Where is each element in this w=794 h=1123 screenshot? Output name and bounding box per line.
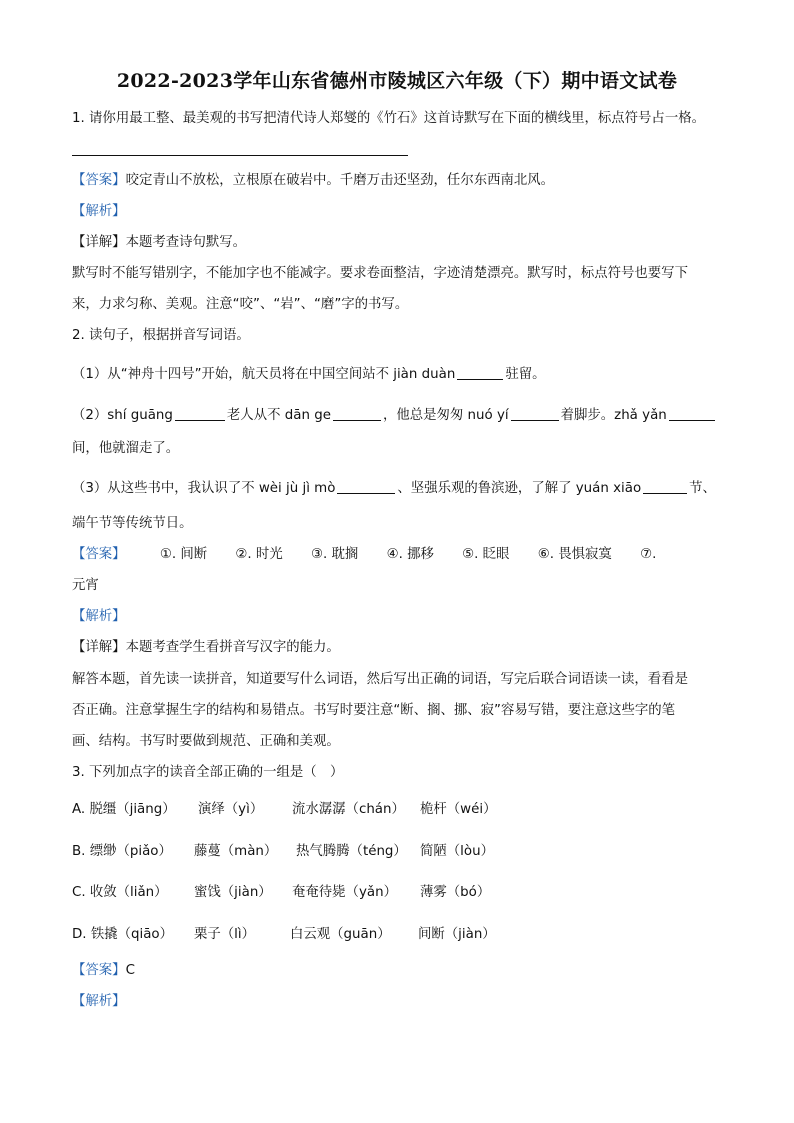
q2-explain-1: 解答本题，首先读一读拼音，知道要写什么词语，然后写出正确的词语，写完后联合词语读一读，看看是 — [72, 672, 688, 687]
option-a-word-3: 流水潺潺（chán） — [292, 802, 405, 817]
option-c-word-4: 薄雾（bó） — [420, 885, 491, 900]
q2-s1-tail: 驻留。 — [505, 367, 546, 382]
option-d-word-1: D. 铁撬（qiāo） — [72, 927, 174, 942]
q3-analysis-row — [72, 993, 126, 1011]
q2-question: 2. 读句子，根据拼音写词语。 — [72, 328, 250, 343]
fill-blank[interactable] — [333, 406, 381, 421]
detail-tag: 【详解】 — [72, 640, 126, 655]
detail-tag: 【详解】 — [72, 235, 126, 250]
option-a-word-2: 演绎（yì） — [198, 802, 264, 817]
answer-tag: 【答案】 — [72, 963, 126, 978]
q2-s2-continued: 间，他就溜走了。 — [72, 441, 180, 456]
fill-blank[interactable] — [643, 479, 687, 494]
q1-detail: 本题考查诗句默写。 — [125, 235, 247, 250]
fill-blank[interactable] — [669, 406, 715, 421]
q2-detail-row — [72, 639, 340, 657]
fill-blank[interactable] — [337, 479, 395, 494]
q1-explain-2: 来，力求匀称、美观。注意“咬”、“岩”、“磨”字的书写。 — [72, 297, 409, 312]
analysis-tag: 【解析】 — [72, 994, 126, 1009]
option-d-word-2: 栗子（lì） — [194, 927, 256, 942]
fill-blank[interactable] — [511, 406, 559, 421]
q3-question: 3. 下列加点字的读音全部正确的一组是（ ） — [72, 765, 344, 780]
answer-writing-line — [72, 155, 408, 156]
q2-answer-1: ①. 间断 — [159, 547, 208, 562]
option-b-word-2: 藤蔓（màn） — [194, 844, 278, 859]
q2-sentence-1 — [72, 365, 545, 384]
option-a-word-1: A. 脱缰（jiāng） — [72, 802, 176, 817]
q2-sentence-3 — [72, 479, 716, 498]
q2-answer-tail: 元宵 — [72, 578, 99, 593]
q3-answer-row — [72, 962, 135, 980]
q2-s3-tail: 节、 — [689, 481, 716, 496]
q2-s2-text-c: ，他总是匆匆 nuó yí — [382, 408, 509, 423]
q1-analysis-row — [72, 203, 126, 221]
q3-option-a[interactable] — [72, 801, 496, 819]
q2-explain-2: 否正确。注意掌握生字的结构和易错点。书写时要注意“断、搁、挪、寂”容易写错，要注意这些字的笔 — [72, 703, 676, 718]
q2-answer-4: ④. 挪移 — [386, 547, 434, 562]
q2-s2-text-b: 老人从不 dān ge — [226, 408, 331, 423]
answer-tag: 【答案】 — [72, 547, 126, 562]
q3-option-c[interactable] — [72, 884, 490, 902]
q1-explain-1: 默写时不能写错别字，不能加字也不能减字。要求卷面整洁，字迹清楚漂亮。默写时，标点符号也要写下 — [72, 266, 688, 281]
q2-detail: 本题考查学生看拼音写汉字的能力。 — [125, 640, 340, 655]
option-c-word-1: C. 收敛（liǎn） — [72, 885, 168, 900]
q2-answer-row — [72, 546, 656, 564]
q3-answer: C — [125, 963, 135, 978]
q1-question: 1. 请你用最工整、最美观的书写把清代诗人郑燮的《竹石》这首诗默写在下面的横线里，标点符号占一格。 — [72, 111, 705, 126]
q2-s2-text-a: （2）shí guāng — [72, 408, 173, 423]
option-a-word-4: 桅杆（wéi） — [420, 802, 497, 817]
q2-answer-6: ⑥. 畏惧寂寞 — [537, 547, 612, 562]
analysis-tag: 【解析】 — [72, 204, 126, 219]
option-b-word-3: 热气腾腾（téng） — [296, 844, 407, 859]
q2-s3-text-a: （3）从这些书中，我认识了不 wèi jù jì mò — [72, 481, 336, 496]
analysis-tag: 【解析】 — [72, 609, 126, 624]
answer-tag: 【答案】 — [72, 173, 126, 188]
q3-option-d[interactable] — [72, 926, 496, 944]
q2-answer-7: ⑦. — [640, 547, 657, 562]
option-b-word-4: 简陋（lòu） — [420, 844, 494, 859]
q2-s3-continued: 端午节等传统节日。 — [72, 516, 193, 531]
q1-detail-row — [72, 234, 246, 252]
q3-option-b[interactable] — [72, 843, 494, 861]
q1-answer: 咬定青山不放松，立根原在破岩中。千磨万击还坚劲，任尔东西南北风。 — [125, 173, 555, 188]
q1-answer-row — [72, 172, 554, 190]
q2-answer-5: ⑤. 眨眼 — [462, 547, 510, 562]
q2-analysis-row — [72, 608, 126, 626]
q2-answer-3: ③. 耽搁 — [310, 547, 359, 562]
q2-answer-2: ②. 时光 — [235, 547, 283, 562]
option-b-word-1: B. 缥缈（piǎo） — [72, 844, 172, 859]
option-d-word-3: 白云观（guān） — [290, 927, 391, 942]
page-title: 2022-2023学年山东省德州市陵城区六年级（下）期中语文试卷 — [116, 70, 678, 92]
q2-s2-text-d: 着脚步。zhǎ yǎn — [560, 408, 667, 423]
q2-s3-text-b: 、坚强乐观的鲁滨逊，了解了 yuán xiāo — [397, 481, 642, 496]
fill-blank[interactable] — [457, 365, 503, 380]
option-c-word-2: 蜜饯（jiàn） — [194, 885, 272, 900]
q2-explain-3: 画、结构。书写时要做到规范、正确和美观。 — [72, 734, 340, 749]
fill-blank[interactable] — [175, 406, 225, 421]
option-d-word-4: 间断（jiàn） — [418, 927, 496, 942]
q2-s1-text: （1）从“神舟十四号”开始，航天员将在中国空间站不 jiàn duàn — [72, 367, 456, 382]
option-c-word-3: 奄奄待毙（yǎn） — [292, 885, 397, 900]
q2-sentence-2 — [72, 406, 717, 425]
